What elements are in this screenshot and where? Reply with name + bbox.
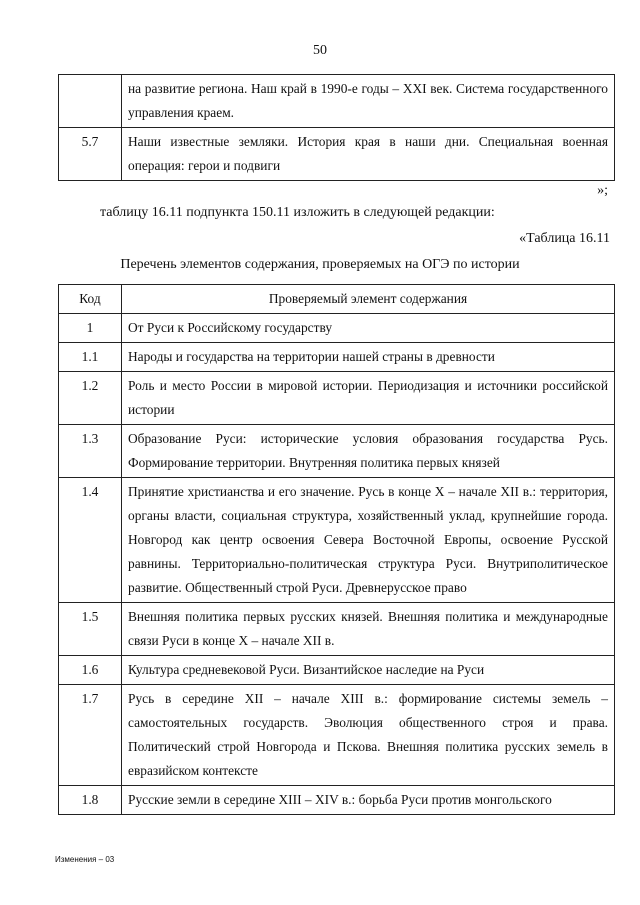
header-code: Код [59,285,122,314]
row-code: 1.7 [59,685,122,786]
amendment-instruction: таблицу 16.11 подпункта 150.11 изложить в следующей редакции: [100,205,495,220]
continued-table-body [59,75,615,181]
table-caption: Перечень элементов содержания, проверяемых на ОГЭ по истории [120,257,520,272]
row-content: Русские земли в середине XIII – XIV в.: борьба Руси против монгольского [122,786,615,815]
content-elements-table-body [59,314,615,815]
row-code: 1.8 [59,786,122,815]
row-code: 1.4 [59,478,122,603]
row-content: Народы и государства на территории нашей страны в древности [122,343,615,372]
table-row [59,685,615,786]
table-row [59,128,615,181]
row-code [59,75,122,128]
table-row [59,372,615,425]
row-content: Принятие христианства и его значение. Русь в конце X – начале XII в.: территория, органы власти, социальная структура, хозяйственный уклад, крупнейшие города. Новгород как центр освоения Севера Восточной Европы, освоение Русской равнины. Территориально-политическая структура Руси. Внутриполитическое развитие. Общественный строй Руси. Древнерусское право [122,478,615,603]
row-code: 1.3 [59,425,122,478]
table-row [59,343,615,372]
table-header-row [59,285,615,314]
row-content: От Руси к Российскому государству [122,314,615,343]
row-code: 1.5 [59,603,122,656]
row-code: 1 [59,314,122,343]
header-element: Проверяемый элемент содержания [122,285,615,314]
table-row [59,75,615,128]
row-content: Роль и место России в мировой истории. Периодизация и источники российской истории [122,372,615,425]
table-row [59,425,615,478]
table-row [59,603,615,656]
row-code: 5.7 [59,128,122,181]
row-content: Русь в середине XII – начале XIII в.: формирование системы земель – самостоятельных государств. Эволюция общественного строя и права. Политический строй Новгорода и Пскова. Внешняя политика русских земель в евразийском контексте [122,685,615,786]
table-row [59,314,615,343]
footer-note: Изменения – 03 [55,855,115,864]
row-content: Образование Руси: исторические условия образования государства Русь. Формирование территории. Внутренняя политика первых князей [122,425,615,478]
row-code: 1.1 [59,343,122,372]
row-code: 1.2 [59,372,122,425]
table-row [59,478,615,603]
row-content: Наши известные земляки. История края в наши дни. Специальная военная операция: герои и подвиги [122,128,615,181]
table-row [59,656,615,685]
content-elements-table [58,284,615,815]
row-code: 1.6 [59,656,122,685]
row-content: на развитие региона. Наш край в 1990-е годы – XXI век. Система государственного управления краем. [122,75,615,128]
row-content: Внешняя политика первых русских князей. Внешняя политика и международные связи Руси в конце X – начале XII в. [122,603,615,656]
page-number: 50 [313,43,327,58]
row-content: Культура средневековой Руси. Византийское наследие на Руси [122,656,615,685]
table-label: «Таблица 16.11 [519,231,610,246]
table-row [59,786,615,815]
closing-quote: »; [597,183,608,198]
continued-table [58,74,615,181]
